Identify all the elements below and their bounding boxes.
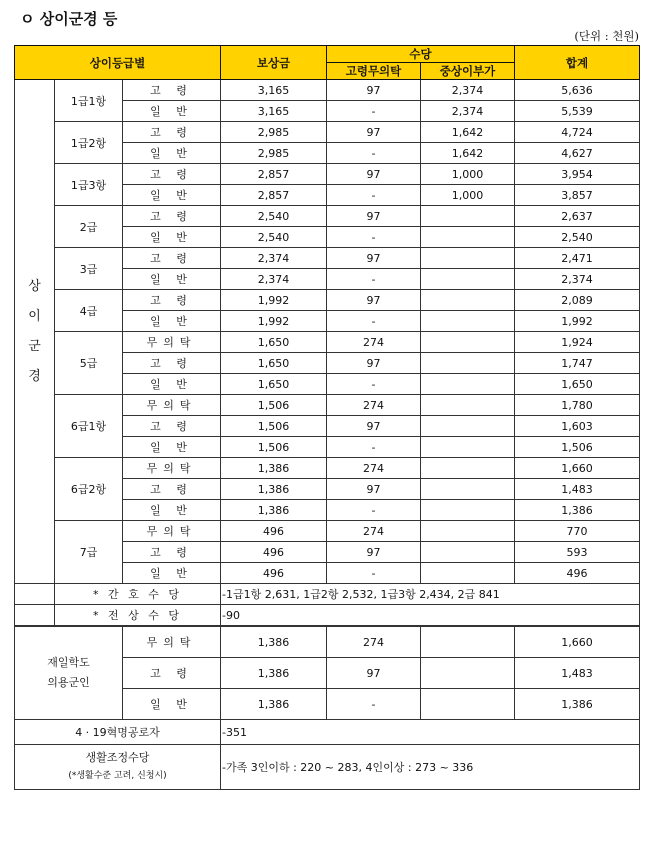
living-label-cell: [15, 745, 221, 790]
table-row: [15, 395, 640, 416]
elderly-cell: -: [327, 227, 421, 248]
compensation-cell: 1,386: [221, 658, 327, 689]
elderly-cell: -: [327, 185, 421, 206]
elderly-cell: -: [327, 563, 421, 584]
subtype-cell: 고 령: [123, 206, 221, 227]
total-cell: 1,650: [515, 374, 640, 395]
header-elderly: 고령무의탁: [327, 63, 421, 80]
table-row: [15, 248, 640, 269]
war-injury-allowance-value: -90: [221, 605, 640, 627]
elderly-cell: 274: [327, 395, 421, 416]
table-row: [15, 164, 640, 185]
compensation-cell: 1,386: [221, 458, 327, 479]
total-cell: 1,780: [515, 395, 640, 416]
group-japan: [15, 626, 123, 720]
april19-label: 4 · 19혁명공로자: [15, 720, 221, 745]
subtype-cell: 고 령: [123, 658, 221, 689]
elderly-cell: 274: [327, 626, 421, 658]
severe-cell: [421, 269, 515, 290]
elderly-cell: -: [327, 689, 421, 720]
compensation-cell: 2,985: [221, 143, 327, 164]
april19-value: -351: [221, 720, 640, 745]
total-cell: 2,374: [515, 269, 640, 290]
grade-cell: 6급2항: [55, 458, 123, 521]
elderly-cell: 97: [327, 80, 421, 101]
total-cell: 770: [515, 521, 640, 542]
elderly-cell: 97: [327, 416, 421, 437]
severe-cell: 1,642: [421, 122, 515, 143]
elderly-cell: 97: [327, 290, 421, 311]
severe-cell: 1,000: [421, 185, 515, 206]
total-cell: 1,386: [515, 500, 640, 521]
table-row: [15, 521, 640, 542]
group-veterans: [15, 80, 55, 584]
grade-cell: 1급1항: [55, 80, 123, 122]
subtype-cell: 고 령: [123, 164, 221, 185]
severe-cell: [421, 658, 515, 689]
subtype-cell: 고 령: [123, 479, 221, 500]
compensation-cell: 2,985: [221, 122, 327, 143]
group-japan-line: 의용군인: [47, 676, 90, 689]
elderly-cell: 97: [327, 542, 421, 563]
total-cell: 1,660: [515, 458, 640, 479]
compensation-cell: 3,165: [221, 101, 327, 122]
severe-cell: [421, 248, 515, 269]
subtype-cell: 고 령: [123, 353, 221, 374]
living-row: [15, 745, 640, 790]
group-veterans-char: 상: [28, 278, 41, 294]
subtype-cell: 고 령: [123, 248, 221, 269]
grade-cell: 4급: [55, 290, 123, 332]
grade-cell: 1급3항: [55, 164, 123, 206]
subtype-cell: 일 반: [123, 500, 221, 521]
compensation-cell: 496: [221, 542, 327, 563]
compensation-cell: 1,650: [221, 353, 327, 374]
subtype-cell: 일 반: [123, 689, 221, 720]
total-cell: 1,747: [515, 353, 640, 374]
subtype-cell: 무의탁: [123, 332, 221, 353]
severe-cell: [421, 479, 515, 500]
elderly-cell: 97: [327, 122, 421, 143]
elderly-cell: 97: [327, 658, 421, 689]
april19-row: [15, 720, 640, 745]
severe-cell: [421, 395, 515, 416]
severe-cell: 2,374: [421, 101, 515, 122]
elderly-cell: -: [327, 269, 421, 290]
elderly-cell: 97: [327, 248, 421, 269]
severe-cell: [421, 416, 515, 437]
total-cell: 1,386: [515, 689, 640, 720]
elderly-cell: -: [327, 500, 421, 521]
compensation-cell: 1,992: [221, 311, 327, 332]
section-title: ㅇ 상이군경 등: [20, 10, 118, 28]
compensation-cell: 1,650: [221, 374, 327, 395]
total-cell: 1,483: [515, 658, 640, 689]
grade-cell: 3급: [55, 248, 123, 290]
grade-cell: 2급: [55, 206, 123, 248]
subtype-cell: 일 반: [123, 185, 221, 206]
benefit-table: [14, 45, 640, 790]
group-veterans-char: 군: [28, 338, 41, 354]
table-row: [15, 332, 640, 353]
subtype-cell: 일 반: [123, 269, 221, 290]
elderly-cell: 97: [327, 479, 421, 500]
compensation-cell: 2,857: [221, 164, 327, 185]
elderly-cell: -: [327, 143, 421, 164]
total-cell: 3,857: [515, 185, 640, 206]
severe-cell: [421, 500, 515, 521]
header-allowance: 수당: [327, 46, 515, 63]
compensation-cell: 1,506: [221, 437, 327, 458]
severe-cell: [421, 353, 515, 374]
living-note: (*생활수준 고려, 신청시): [68, 771, 167, 781]
subtype-cell: 무의탁: [123, 521, 221, 542]
subtype-cell: 고 령: [123, 416, 221, 437]
compensation-cell: 2,374: [221, 269, 327, 290]
compensation-cell: 2,857: [221, 185, 327, 206]
table-row: [15, 458, 640, 479]
severe-cell: [421, 332, 515, 353]
subtype-cell: 무의탁: [123, 626, 221, 658]
subtype-cell: 일 반: [123, 227, 221, 248]
total-cell: 4,724: [515, 122, 640, 143]
compensation-cell: 496: [221, 521, 327, 542]
total-cell: 1,603: [515, 416, 640, 437]
severe-cell: [421, 542, 515, 563]
compensation-cell: 496: [221, 563, 327, 584]
living-value: -가족 3인이하 : 220 ~ 283, 4인이상 : 273 ~ 336: [221, 745, 640, 790]
severe-cell: [421, 626, 515, 658]
subtype-cell: 무의탁: [123, 458, 221, 479]
japan-row: [15, 626, 640, 658]
nursing-allowance-label: * 간 호 수 당: [55, 584, 221, 605]
total-cell: 593: [515, 542, 640, 563]
subtype-cell: 고 령: [123, 80, 221, 101]
total-cell: 2,637: [515, 206, 640, 227]
blank-cell: [15, 584, 55, 605]
elderly-cell: 97: [327, 353, 421, 374]
table-row: [15, 122, 640, 143]
compensation-cell: 2,374: [221, 248, 327, 269]
table-row: [15, 80, 640, 101]
total-cell: 1,506: [515, 437, 640, 458]
nursing-allowance-row: [15, 584, 640, 605]
war-injury-allowance-label: * 전 상 수 당: [55, 605, 221, 627]
severe-cell: [421, 521, 515, 542]
elderly-cell: 97: [327, 164, 421, 185]
compensation-cell: 2,540: [221, 227, 327, 248]
total-cell: 5,539: [515, 101, 640, 122]
total-cell: 1,992: [515, 311, 640, 332]
subtype-cell: 무의탁: [123, 395, 221, 416]
elderly-cell: 97: [327, 206, 421, 227]
subtype-cell: 일 반: [123, 143, 221, 164]
total-cell: 1,924: [515, 332, 640, 353]
severe-cell: [421, 290, 515, 311]
severe-cell: [421, 374, 515, 395]
subtype-cell: 일 반: [123, 374, 221, 395]
elderly-cell: 274: [327, 521, 421, 542]
compensation-cell: 1,386: [221, 479, 327, 500]
elderly-cell: -: [327, 311, 421, 332]
total-cell: 4,627: [515, 143, 640, 164]
subtype-cell: 일 반: [123, 101, 221, 122]
compensation-cell: 1,650: [221, 332, 327, 353]
severe-cell: 1,000: [421, 164, 515, 185]
grade-cell: 5급: [55, 332, 123, 395]
severe-cell: 1,642: [421, 143, 515, 164]
header-severe: 중상이부가: [421, 63, 515, 80]
grade-cell: 7급: [55, 521, 123, 584]
severe-cell: [421, 563, 515, 584]
total-cell: 2,089: [515, 290, 640, 311]
living-label: 생활조정수당: [85, 751, 150, 764]
grade-cell: 1급2항: [55, 122, 123, 164]
blank-cell: [15, 605, 55, 627]
severe-cell: [421, 689, 515, 720]
table-row: [15, 206, 640, 227]
header-grade: 상이등급별: [15, 46, 221, 80]
subtype-cell: 일 반: [123, 563, 221, 584]
total-cell: 3,954: [515, 164, 640, 185]
subtype-cell: 고 령: [123, 542, 221, 563]
group-veterans-char: 경: [28, 368, 41, 384]
total-cell: 2,540: [515, 227, 640, 248]
group-japan-line: 재일학도: [47, 656, 90, 669]
subtype-cell: 일 반: [123, 437, 221, 458]
unit-label: (단위 : 천원): [574, 29, 639, 43]
total-cell: 1,483: [515, 479, 640, 500]
header-total: 합계: [515, 46, 640, 80]
header-compensation: 보상금: [221, 46, 327, 80]
elderly-cell: -: [327, 437, 421, 458]
nursing-allowance-value: -1급1항 2,631, 1급2항 2,532, 1급3항 2,434, 2급 841: [221, 584, 640, 605]
group-veterans-char: 이: [28, 308, 41, 324]
total-cell: 496: [515, 563, 640, 584]
compensation-cell: 1,386: [221, 689, 327, 720]
compensation-cell: 1,506: [221, 395, 327, 416]
severe-cell: [421, 206, 515, 227]
elderly-cell: 274: [327, 332, 421, 353]
compensation-cell: 1,386: [221, 500, 327, 521]
compensation-cell: 1,386: [221, 626, 327, 658]
elderly-cell: 274: [327, 458, 421, 479]
war-injury-allowance-row: [15, 605, 640, 627]
subtype-cell: 고 령: [123, 122, 221, 143]
total-cell: 1,660: [515, 626, 640, 658]
compensation-cell: 2,540: [221, 206, 327, 227]
subtype-cell: 일 반: [123, 311, 221, 332]
severe-cell: [421, 227, 515, 248]
compensation-cell: 1,992: [221, 290, 327, 311]
compensation-cell: 1,506: [221, 416, 327, 437]
elderly-cell: -: [327, 374, 421, 395]
severe-cell: [421, 458, 515, 479]
total-cell: 5,636: [515, 80, 640, 101]
table-row: [15, 290, 640, 311]
grade-cell: 6급1항: [55, 395, 123, 458]
compensation-cell: 3,165: [221, 80, 327, 101]
subtype-cell: 고 령: [123, 290, 221, 311]
elderly-cell: -: [327, 101, 421, 122]
severe-cell: 2,374: [421, 80, 515, 101]
severe-cell: [421, 437, 515, 458]
total-cell: 2,471: [515, 248, 640, 269]
severe-cell: [421, 311, 515, 332]
